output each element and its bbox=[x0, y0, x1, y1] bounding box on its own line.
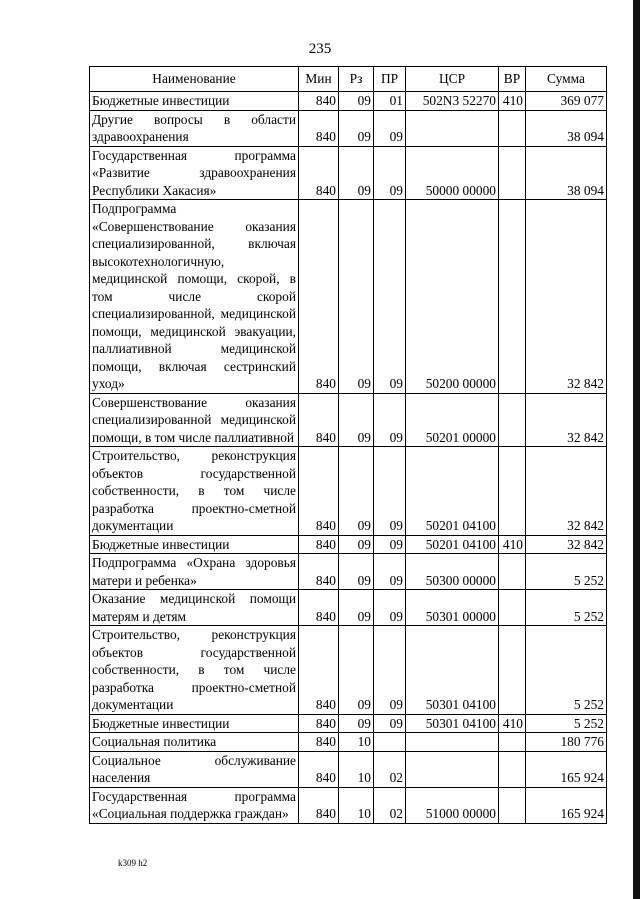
cell-sum: 165 924 bbox=[526, 751, 607, 787]
cell-min: 840 bbox=[299, 626, 339, 715]
cell-rz: 09 bbox=[339, 590, 374, 626]
cell-vr bbox=[499, 200, 526, 394]
cell-rz: 09 bbox=[339, 200, 374, 394]
cell-csr: 50200 00000 bbox=[406, 200, 499, 394]
cell-sum: 5 252 bbox=[526, 590, 607, 626]
cell-csr bbox=[406, 733, 499, 752]
header-min: Мин bbox=[299, 67, 339, 92]
cell-name: Государственная программа «Социальная поддержка граждан» bbox=[90, 787, 299, 823]
cell-vr bbox=[499, 110, 526, 146]
cell-rz: 09 bbox=[339, 535, 374, 554]
cell-min: 840 bbox=[299, 733, 339, 752]
cell-csr bbox=[406, 110, 499, 146]
cell-pr: 09 bbox=[374, 590, 406, 626]
document-code: k309 h2 bbox=[118, 858, 148, 868]
cell-vr bbox=[499, 626, 526, 715]
cell-rz: 10 bbox=[339, 787, 374, 823]
cell-rz: 09 bbox=[339, 714, 374, 733]
cell-csr: 50201 04100 bbox=[406, 535, 499, 554]
cell-csr: 50300 00000 bbox=[406, 554, 499, 590]
cell-csr: 502N3 52270 bbox=[406, 92, 499, 111]
cell-sum: 5 252 bbox=[526, 714, 607, 733]
cell-pr: 09 bbox=[374, 110, 406, 146]
cell-min: 840 bbox=[299, 447, 339, 536]
cell-name: Подпрограмма «Совершенствование оказания специализированной, включая высокотехнологичную, медицинской помощи, скорой, в том числе скорой специализированной, медицинской помощи, медицинской эвакуации, паллиативной медицинской помощи, включая сестринский уход» bbox=[90, 200, 299, 394]
table-row bbox=[90, 110, 607, 146]
cell-csr: 50301 00000 bbox=[406, 590, 499, 626]
cell-name: Оказание медицинской помощи матерям и детям bbox=[90, 590, 299, 626]
cell-vr: 410 bbox=[499, 92, 526, 111]
cell-vr bbox=[499, 751, 526, 787]
cell-vr: 410 bbox=[499, 535, 526, 554]
cell-csr: 51000 00000 bbox=[406, 787, 499, 823]
header-vr: ВР bbox=[499, 67, 526, 92]
cell-pr: 09 bbox=[374, 146, 406, 200]
cell-rz: 10 bbox=[339, 751, 374, 787]
cell-min: 840 bbox=[299, 92, 339, 111]
cell-rz: 09 bbox=[339, 393, 374, 447]
cell-pr: 01 bbox=[374, 92, 406, 111]
table-row bbox=[90, 787, 607, 823]
cell-name: Социальное обслуживание населения bbox=[90, 751, 299, 787]
cell-sum: 165 924 bbox=[526, 787, 607, 823]
table-row bbox=[90, 92, 607, 111]
cell-vr bbox=[499, 393, 526, 447]
cell-vr bbox=[499, 447, 526, 536]
table-row bbox=[90, 733, 607, 752]
cell-sum: 38 094 bbox=[526, 146, 607, 200]
cell-name: Социальная политика bbox=[90, 733, 299, 752]
cell-csr bbox=[406, 751, 499, 787]
cell-min: 840 bbox=[299, 787, 339, 823]
cell-sum: 5 252 bbox=[526, 626, 607, 715]
table-row bbox=[90, 146, 607, 200]
table-header-row bbox=[90, 67, 607, 92]
cell-min: 840 bbox=[299, 200, 339, 394]
cell-rz: 09 bbox=[339, 447, 374, 536]
cell-min: 840 bbox=[299, 751, 339, 787]
cell-pr: 09 bbox=[374, 447, 406, 536]
cell-pr: 09 bbox=[374, 626, 406, 715]
cell-min: 840 bbox=[299, 110, 339, 146]
cell-sum: 32 842 bbox=[526, 535, 607, 554]
table-row bbox=[90, 714, 607, 733]
cell-sum: 180 776 bbox=[526, 733, 607, 752]
cell-vr bbox=[499, 554, 526, 590]
cell-sum: 32 842 bbox=[526, 393, 607, 447]
table-row bbox=[90, 590, 607, 626]
cell-sum: 38 094 bbox=[526, 110, 607, 146]
cell-name: Строительство, реконструкция объектов государственной собственности, в том числе разработка проектно-сметной документации bbox=[90, 626, 299, 715]
cell-vr bbox=[499, 787, 526, 823]
table-row bbox=[90, 447, 607, 536]
table-row bbox=[90, 626, 607, 715]
table-row bbox=[90, 554, 607, 590]
cell-pr: 09 bbox=[374, 200, 406, 394]
page-number: 235 bbox=[308, 41, 332, 57]
cell-csr: 50201 00000 bbox=[406, 393, 499, 447]
header-name: Наименование bbox=[90, 67, 299, 92]
cell-rz: 10 bbox=[339, 733, 374, 752]
cell-rz: 09 bbox=[339, 146, 374, 200]
table-row bbox=[90, 393, 607, 447]
cell-vr bbox=[499, 733, 526, 752]
cell-min: 840 bbox=[299, 554, 339, 590]
table-row bbox=[90, 751, 607, 787]
cell-name: Подпрограмма «Охрана здоровья матери и ребенка» bbox=[90, 554, 299, 590]
header-rz: Рз bbox=[339, 67, 374, 92]
cell-name: Совершенствование оказания специализированной медицинской помощи, в том числе паллиативной bbox=[90, 393, 299, 447]
cell-csr: 50301 04100 bbox=[406, 626, 499, 715]
header-sum: Сумма bbox=[526, 67, 607, 92]
cell-name: Бюджетные инвестиции bbox=[90, 714, 299, 733]
cell-pr: 02 bbox=[374, 787, 406, 823]
cell-min: 840 bbox=[299, 590, 339, 626]
cell-rz: 09 bbox=[339, 110, 374, 146]
cell-rz: 09 bbox=[339, 92, 374, 111]
budget-table bbox=[89, 66, 607, 824]
cell-csr: 50201 04100 bbox=[406, 447, 499, 536]
cell-pr: 09 bbox=[374, 714, 406, 733]
cell-sum: 369 077 bbox=[526, 92, 607, 111]
cell-pr: 09 bbox=[374, 554, 406, 590]
header-csr: ЦСР bbox=[406, 67, 499, 92]
cell-rz: 09 bbox=[339, 626, 374, 715]
cell-name: Другие вопросы в области здравоохранения bbox=[90, 110, 299, 146]
header-pr: ПР bbox=[374, 67, 406, 92]
cell-vr: 410 bbox=[499, 714, 526, 733]
cell-vr bbox=[499, 590, 526, 626]
cell-csr: 50000 00000 bbox=[406, 146, 499, 200]
cell-rz: 09 bbox=[339, 554, 374, 590]
cell-pr bbox=[374, 733, 406, 752]
scan-edge-shadow bbox=[633, 0, 640, 899]
cell-min: 840 bbox=[299, 714, 339, 733]
table-row bbox=[90, 535, 607, 554]
cell-name: Бюджетные инвестиции bbox=[90, 92, 299, 111]
cell-pr: 02 bbox=[374, 751, 406, 787]
cell-vr bbox=[499, 146, 526, 200]
cell-sum: 32 842 bbox=[526, 200, 607, 394]
cell-sum: 5 252 bbox=[526, 554, 607, 590]
cell-name: Государственная программа «Развитие здравоохранения Республики Хакасия» bbox=[90, 146, 299, 200]
cell-name: Строительство, реконструкция объектов государственной собственности, в том числе разработка проектно-сметной документации bbox=[90, 447, 299, 536]
cell-min: 840 bbox=[299, 146, 339, 200]
cell-name: Бюджетные инвестиции bbox=[90, 535, 299, 554]
cell-min: 840 bbox=[299, 535, 339, 554]
table-row bbox=[90, 200, 607, 394]
cell-min: 840 bbox=[299, 393, 339, 447]
cell-pr: 09 bbox=[374, 535, 406, 554]
cell-pr: 09 bbox=[374, 393, 406, 447]
cell-sum: 32 842 bbox=[526, 447, 607, 536]
cell-csr: 50301 04100 bbox=[406, 714, 499, 733]
